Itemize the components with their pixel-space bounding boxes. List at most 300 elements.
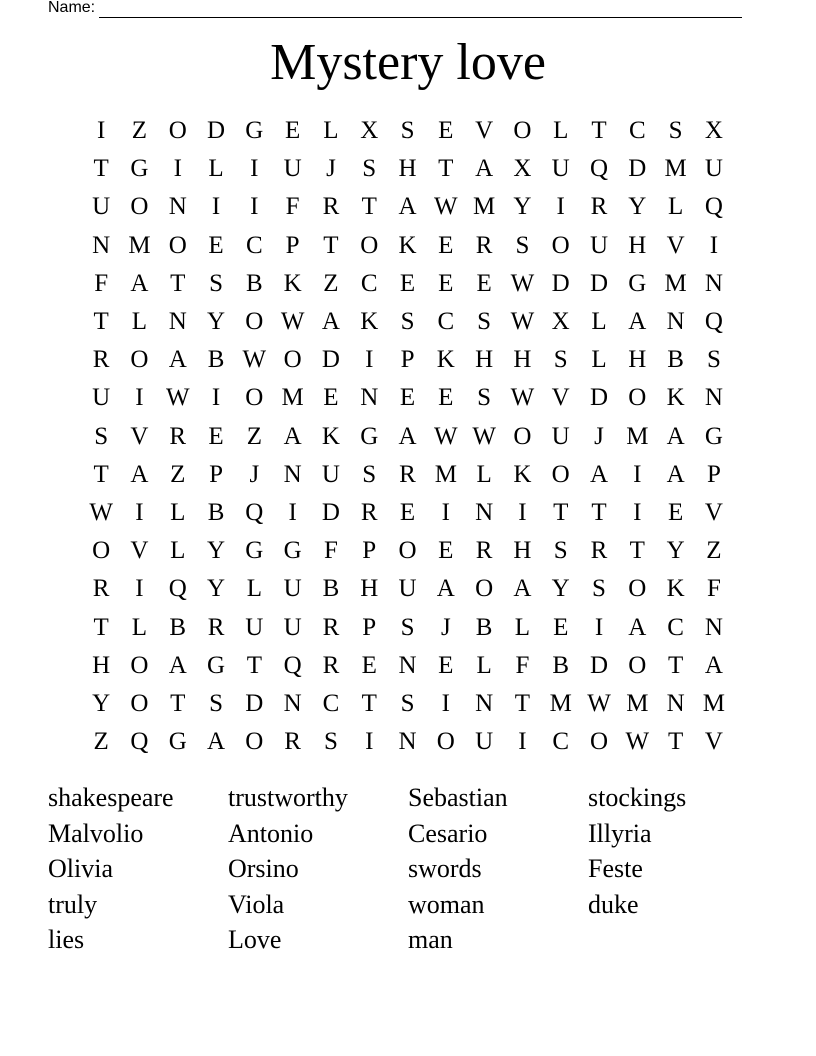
grid-letter: U (283, 613, 302, 641)
grid-letter: W (89, 498, 113, 526)
grid-letter: Y (551, 575, 570, 603)
grid-letter: Q (589, 155, 609, 183)
grid-letter: N (283, 689, 302, 717)
grid-letter: J (594, 422, 604, 450)
grid-letter: I (135, 498, 144, 526)
grid-letter: Z (246, 422, 262, 450)
grid-letter: M (473, 193, 496, 221)
grid-letter: A (436, 575, 455, 603)
grid-letter: S (362, 155, 377, 183)
grid-letter: R (207, 613, 225, 641)
grid-letter: M (626, 689, 649, 717)
grid-letter: T (438, 155, 454, 183)
grid-letter: R (360, 498, 378, 526)
grid-row (82, 265, 734, 303)
word-bank-item: lies (48, 925, 85, 954)
grid-letter: C (322, 689, 340, 717)
grid-letter: T (591, 117, 607, 145)
grid-letter: L (514, 613, 531, 641)
grid-letter: U (245, 613, 264, 641)
grid-letter: N (475, 689, 494, 717)
grid-letter: A (628, 613, 647, 641)
grid-letter: E (438, 651, 454, 679)
grid-letter: X (551, 308, 570, 336)
grid-letter: Q (704, 308, 723, 336)
grid-letter: S (592, 575, 606, 603)
grid-letter: A (704, 651, 723, 679)
grid-letter: Z (323, 269, 339, 297)
grid-letter: L (591, 346, 607, 374)
grid-letter: I (633, 498, 642, 526)
grid-letter: R (92, 575, 110, 603)
grid-letter: O (92, 537, 111, 565)
grid-letter: I (135, 575, 144, 603)
grid-letter: W (625, 728, 650, 756)
grid-letter: U (551, 422, 570, 450)
grid-letter: G (207, 651, 226, 679)
grid-letter: I (633, 460, 642, 488)
grid-letter: C (552, 728, 570, 756)
grid-letter: T (170, 689, 186, 717)
grid-letter: S (362, 460, 377, 488)
grid-letter: O (245, 728, 264, 756)
grid-row (82, 188, 734, 226)
name-label: Name: (48, 0, 96, 16)
grid-letter: L (323, 117, 339, 145)
grid-letter: A (283, 422, 302, 450)
grid-letter: O (168, 117, 187, 145)
grid-letter: Y (92, 689, 111, 717)
grid-letter: E (438, 231, 454, 259)
grid-letter: T (246, 651, 262, 679)
grid-letter: U (283, 155, 302, 183)
grid-letter: D (207, 117, 226, 145)
grid-letter: T (93, 155, 109, 183)
word-bank-item: shakespeare (48, 783, 174, 812)
grid-letter: O (245, 308, 264, 336)
grid-letter: R (590, 193, 608, 221)
word-bank-item: Love (228, 925, 282, 954)
grid-letter: S (477, 384, 492, 412)
grid-letter: R (322, 651, 340, 679)
grid-letter: Z (93, 728, 109, 756)
grid-letter: C (245, 231, 263, 259)
grid-letter: M (702, 689, 726, 717)
grid-letter: I (441, 689, 450, 717)
grid-row (82, 456, 734, 494)
grid-letter: H (628, 346, 647, 374)
grid-letter: L (476, 460, 492, 488)
grid-letter: R (322, 613, 340, 641)
grid-letter: M (664, 269, 687, 297)
grid-letter: C (360, 269, 378, 297)
grid-letter: D (321, 498, 340, 526)
grid-letter: N (92, 231, 111, 259)
word-bank-item: Cesario (408, 818, 488, 848)
grid-letter: L (591, 308, 607, 336)
grid-letter: U (589, 231, 609, 259)
grid-letter: W (280, 308, 305, 336)
grid-letter: N (168, 308, 187, 336)
grid-letter: G (360, 422, 379, 450)
grid-letter: M (664, 155, 687, 183)
word-bank-item: stockings (588, 783, 687, 812)
word-bank-item: Sebastian (408, 783, 508, 812)
grid-letter: O (360, 231, 379, 259)
word-bank-item: duke (588, 889, 639, 919)
grid-letter: E (438, 537, 454, 565)
grid-letter: V (130, 537, 149, 565)
grid-letter: B (322, 575, 340, 603)
grid-letter: N (666, 308, 685, 336)
word-bank-item: truly (48, 889, 98, 919)
grid-letter: Q (245, 498, 264, 526)
word-bank-item: Orsino (228, 854, 299, 883)
grid-letter: E (667, 498, 684, 526)
grid-letter: O (245, 384, 264, 412)
grid-letter: T (667, 728, 684, 756)
grid-letter: D (589, 269, 609, 297)
grid-letter: S (94, 422, 109, 450)
grid-letter: B (552, 651, 570, 679)
grid-letter: H (628, 231, 647, 259)
grid-letter: E (399, 384, 416, 412)
grid-letter: D (245, 689, 264, 717)
grid-letter: A (130, 269, 149, 297)
grid-letter: A (207, 728, 226, 756)
grid-letter: E (361, 651, 377, 679)
grid-letter: E (438, 384, 454, 412)
grid-letter: N (704, 269, 723, 297)
grid-letter: X (704, 117, 723, 145)
grid-row (82, 303, 734, 341)
grid-letter: R (284, 728, 301, 756)
grid-letter: A (321, 308, 340, 336)
grid-letter: F (94, 269, 109, 297)
grid-letter: W (587, 689, 611, 717)
grid-letter: L (553, 117, 569, 145)
grid-letter: G (168, 728, 187, 756)
grid-letter: J (326, 155, 336, 183)
grid-row (82, 227, 734, 265)
grid-letter: O (130, 193, 149, 221)
grid-letter: V (704, 498, 723, 526)
grid-letter: X (360, 117, 379, 145)
grid-letter: L (208, 155, 224, 183)
grid-letter: X (513, 155, 532, 183)
grid-letter: N (704, 384, 723, 412)
grid-letter: S (323, 728, 338, 756)
grid-row (82, 608, 734, 646)
grid-letter: E (438, 269, 454, 297)
grid-letter: T (170, 269, 186, 297)
grid-letter: W (472, 422, 496, 450)
grid-letter: C (667, 613, 684, 641)
grid-letter: N (283, 460, 302, 488)
grid-letter: A (666, 422, 685, 450)
grid-letter: H (475, 346, 494, 374)
word-bank-column (228, 780, 408, 958)
grid-letter: W (434, 422, 458, 450)
grid-letter: B (245, 269, 263, 297)
grid-letter: P (285, 231, 300, 259)
grid-letter: I (518, 728, 527, 756)
grid-letter: G (245, 117, 264, 145)
grid-letter: A (398, 193, 417, 221)
grid-letter: Q (283, 651, 302, 679)
grid-letter: F (706, 575, 721, 603)
grid-letter: I (441, 498, 450, 526)
grid-letter: W (434, 193, 458, 221)
grid-row (82, 341, 734, 379)
grid-letter: W (510, 384, 535, 412)
grid-letter: W (242, 346, 267, 374)
grid-letter: E (284, 117, 301, 145)
grid-letter: S (553, 537, 568, 565)
grid-letter: J (440, 613, 451, 641)
grid-letter: E (476, 269, 492, 297)
grid-letter: T (93, 308, 109, 336)
grid-letter: T (667, 651, 684, 679)
grid-row (82, 532, 734, 570)
grid-letter: D (628, 155, 647, 183)
grid-letter: N (398, 728, 417, 756)
grid-letter: F (323, 537, 338, 565)
grid-letter: Q (704, 193, 723, 221)
grid-letter: V (130, 422, 149, 450)
grid-letter: K (666, 575, 685, 603)
grid-letter: E (399, 498, 416, 526)
word-bank-column (48, 780, 228, 958)
grid-letter: U (92, 193, 111, 221)
grid-row (82, 379, 734, 417)
grid-row (82, 570, 734, 608)
grid-letter: P (362, 613, 377, 641)
grid-letter: G (628, 269, 647, 297)
grid-letter: C (437, 308, 455, 336)
grid-letter: E (208, 422, 224, 450)
grid-letter: O (475, 575, 494, 603)
word-bank-column (588, 780, 768, 958)
grid-letter: M (128, 231, 151, 259)
grid-letter: I (594, 613, 604, 641)
name-field (48, 0, 742, 18)
grid-letter: W (510, 269, 535, 297)
grid-letter: O (130, 651, 149, 679)
grid-letter: F (515, 651, 530, 679)
grid-letter: E (553, 613, 569, 641)
grid-letter: T (323, 231, 339, 259)
grid-letter: B (169, 613, 187, 641)
grid-letter: M (434, 460, 457, 488)
grid-letter: E (323, 384, 339, 412)
grid-letter: D (551, 269, 570, 297)
name-underline (99, 2, 742, 18)
grid-row (82, 494, 734, 532)
grid-letter: H (398, 155, 417, 183)
grid-letter: S (400, 613, 415, 641)
grid-letter: G (130, 155, 149, 183)
grid-letter: B (207, 498, 225, 526)
grid-letter: I (250, 193, 259, 221)
grid-letter: U (321, 460, 340, 488)
puzzle-title: Mystery love (270, 34, 546, 91)
grid-letter: O (168, 231, 187, 259)
grid-letter: I (709, 231, 719, 259)
grid-row (82, 723, 734, 761)
grid-letter: O (130, 689, 149, 717)
grid-letter: O (513, 422, 532, 450)
grid-letter: E (399, 269, 416, 297)
grid-letter: A (130, 460, 149, 488)
grid-letter: S (668, 117, 683, 145)
grid-letter: W (510, 308, 535, 336)
word-bank-column (408, 780, 588, 958)
grid-letter: R (322, 193, 340, 221)
grid-letter: L (246, 575, 262, 603)
grid-letter: L (131, 308, 148, 336)
word-bank-item: trustworthy (228, 783, 348, 812)
word-bank-item: man (408, 925, 453, 954)
grid-letter: U (398, 575, 417, 603)
grid-letter: A (398, 422, 417, 450)
grid-letter: Q (168, 575, 187, 603)
grid-letter: K (398, 231, 417, 259)
grid-letter: O (130, 346, 149, 374)
grid-letter: V (666, 231, 685, 259)
grid-letter: V (475, 117, 494, 145)
grid-letter: Z (706, 537, 722, 565)
grid-letter: P (209, 460, 223, 488)
grid-letter: A (475, 155, 494, 183)
grid-letter: K (436, 346, 455, 374)
grid-letter: B (475, 613, 493, 641)
grid-letter: N (360, 384, 379, 412)
grid-letter: N (704, 613, 723, 641)
grid-letter: Z (131, 117, 148, 145)
grid-letter: S (209, 689, 223, 717)
grid-letter: Z (170, 460, 186, 488)
grid-letter: I (518, 498, 527, 526)
grid-letter: O (628, 384, 647, 412)
grid-letter: P (362, 537, 377, 565)
grid-letter: K (666, 384, 685, 412)
grid-letter: K (360, 308, 379, 336)
grid-letter: M (549, 689, 572, 717)
grid-letter: L (170, 537, 186, 565)
grid-letter: P (400, 346, 415, 374)
grid-letter: U (92, 384, 111, 412)
grid-letter: Y (207, 575, 226, 603)
grid-letter: I (211, 384, 221, 412)
grid-letter: A (589, 460, 609, 488)
grid-letter: H (513, 537, 532, 565)
grid-letter: I (135, 384, 144, 412)
grid-letter: E (438, 117, 454, 145)
grid-letter: D (321, 346, 340, 374)
grid-letter: A (666, 460, 685, 488)
grid-letter: O (283, 346, 302, 374)
grid-letter: R (475, 537, 493, 565)
grid-letter: R (399, 460, 416, 488)
grid-letter: N (398, 651, 417, 679)
grid-letter: K (283, 269, 302, 297)
grid-letter: M (626, 422, 649, 450)
grid-letter: S (400, 689, 415, 717)
grid-letter: N (666, 689, 685, 717)
grid-letter: T (361, 689, 377, 717)
grid-letter: P (706, 460, 721, 488)
grid-letter: O (436, 728, 455, 756)
word-bank-item: Antonio (228, 818, 314, 848)
grid-letter: G (245, 537, 264, 565)
grid-letter: A (513, 575, 532, 603)
grid-letter: J (249, 460, 260, 488)
grid-letter: S (400, 117, 415, 145)
grid-letter: R (169, 422, 187, 450)
grid-letter: F (285, 193, 300, 221)
grid-letter: T (93, 460, 109, 488)
grid-letter: G (283, 537, 302, 565)
grid-letter: U (283, 575, 302, 603)
grid-letter: U (704, 155, 723, 183)
grid-letter: V (551, 384, 570, 412)
grid-letter: Y (207, 537, 226, 565)
grid-letter: I (365, 346, 374, 374)
grid-letter: G (704, 422, 723, 450)
grid-letter: S (400, 308, 415, 336)
letter-grid (82, 112, 734, 761)
grid-letter: U (551, 155, 570, 183)
grid-letter: H (92, 651, 111, 679)
word-bank (48, 780, 768, 958)
grid-letter: O (551, 231, 570, 259)
grid-letter: R (475, 231, 493, 259)
grid-letter: O (551, 460, 570, 488)
grid-row (82, 647, 734, 685)
grid-letter: U (475, 728, 494, 756)
grid-letter: Y (207, 308, 226, 336)
grid-letter: N (168, 193, 187, 221)
grid-letter: B (667, 346, 684, 374)
word-bank-item: Olivia (48, 854, 113, 883)
grid-letter: W (165, 384, 190, 412)
grid-letter: L (131, 613, 148, 641)
grid-letter: K (513, 460, 532, 488)
grid-letter: O (589, 728, 609, 756)
grid-letter: D (589, 384, 609, 412)
grid-letter: L (476, 651, 492, 679)
grid-letter: Q (130, 728, 149, 756)
grid-letter: H (360, 575, 379, 603)
word-bank-item: Malvolio (48, 818, 144, 848)
grid-letter: I (556, 193, 565, 221)
grid-letter: O (513, 117, 532, 145)
grid-letter: Y (513, 193, 532, 221)
grid-letter: S (209, 269, 223, 297)
grid-letter: B (207, 346, 225, 374)
grid-letter: N (475, 498, 494, 526)
grid-letter: T (553, 498, 569, 526)
grid-row (82, 150, 734, 188)
grid-row (82, 112, 734, 150)
grid-letter: T (591, 498, 607, 526)
grid-letter: C (628, 117, 646, 145)
grid-letter: I (250, 155, 259, 183)
grid-letter: R (92, 346, 110, 374)
grid-letter: O (628, 651, 647, 679)
grid-letter: D (589, 651, 609, 679)
